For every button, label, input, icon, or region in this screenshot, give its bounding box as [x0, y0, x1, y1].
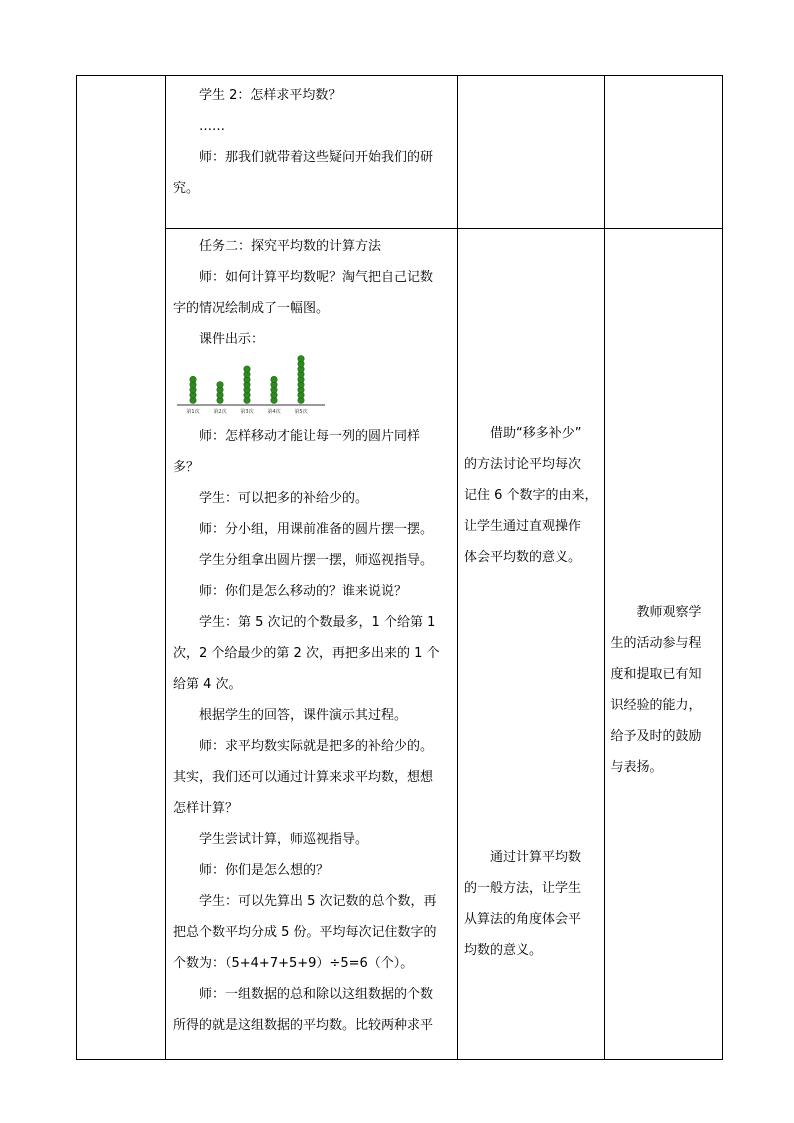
intent-line: 让学生通过直观操作: [464, 519, 582, 534]
text-line: 学生：可以把多的补给少的。: [199, 491, 369, 506]
x-tick-label: 第4次: [267, 409, 281, 415]
evaluation-cell-1: [604, 76, 722, 229]
bead: [271, 376, 277, 382]
text-line: 学生尝试计算，师巡视指导。: [199, 832, 369, 847]
bead-chart: [173, 355, 451, 421]
evaluation-line: 生的活动参与程: [610, 636, 702, 651]
text-line: 个数为：（5+4+7+5+9）÷5=6（个）。: [173, 956, 414, 971]
intent-cell-1: [458, 76, 605, 229]
text-line: 次，2 个给最少的第 2 次，再把多出来的 1 个: [173, 646, 440, 661]
text-line: 师：分小组，用课前准备的圆片摆一摆。: [199, 522, 434, 537]
text-line: 怎样计算？: [173, 801, 239, 816]
bead: [190, 376, 196, 382]
intent-line: 均数的意义。: [464, 943, 543, 958]
intent-line: 从算法的角度体会平: [464, 912, 582, 927]
intent-line: 的方法讨论平均每次: [464, 457, 582, 472]
text-line: 师：一组数据的总和除以这组数据的个数: [199, 987, 434, 1002]
intent-line: 通过计算平均数: [490, 850, 582, 865]
stage-cell: [77, 76, 166, 1060]
evaluation-line: 与表扬。: [610, 760, 663, 775]
intent-line: 的一般方法，让学生: [464, 881, 582, 896]
text-line: 其实，我们还可以通过计算来求平均数，想想: [173, 770, 434, 785]
text-line: 任务二：探究平均数的计算方法: [199, 239, 382, 254]
table-row-1: [77, 76, 723, 229]
text-line: 课件出示：: [199, 332, 265, 347]
text-line: 给第 4 次。: [173, 677, 242, 692]
text-line: 所得的就是这组数据的平均数。比较两种求平: [173, 1018, 434, 1033]
text-line: ……: [199, 119, 225, 134]
intent-line: 体会平均数的意义。: [464, 550, 582, 565]
text-line: 根据学生的回答，课件演示其过程。: [199, 708, 408, 723]
text-line: 学生：可以先算出 5 次记数的总个数，再: [199, 894, 437, 909]
bead: [298, 356, 304, 362]
x-tick-label: 第2次: [213, 409, 227, 415]
text-line: 师：那我们就带着这些疑问开始我们的研: [199, 150, 434, 165]
evaluation-line: 识经验的能力，: [610, 698, 702, 713]
process-cell-1: [166, 76, 458, 229]
text-line: 学生：第 5 次记的个数最多，1 个给第 1: [199, 615, 436, 630]
intent-line: 记住 6 个数字的由来，: [464, 488, 598, 503]
text-line: 师：你们是怎么想的？: [199, 863, 330, 878]
x-tick-label: 第5次: [294, 409, 308, 415]
process-cell-2: [166, 229, 458, 1060]
bead-chart-svg: [173, 355, 353, 421]
intent-cell-2: [458, 229, 605, 1060]
text-line: 师：你们是怎么移动的？谁来说说？: [199, 584, 408, 599]
evaluation-line: 教师观察学: [636, 605, 702, 620]
evaluation-line: 给予及时的鼓励: [610, 729, 702, 744]
text-line: 学生分组拿出圆片摆一摆，师巡视指导。: [199, 553, 434, 568]
x-tick-label: 第1次: [186, 409, 200, 415]
x-tick-label: 第3次: [240, 409, 254, 415]
text-line: 多？: [173, 460, 200, 475]
table-row-2: [77, 229, 723, 1060]
evaluation-line: 度和提取已有知: [610, 667, 702, 682]
evaluation-cell-2: [604, 229, 722, 1060]
bead: [217, 382, 223, 388]
text-line: 字的情况绘制成了一幅图。: [173, 301, 330, 316]
text-line: 师：求平均数实际就是把多的补给少的。: [199, 739, 434, 754]
bead: [244, 366, 250, 372]
text-line: 究。: [173, 181, 200, 196]
text-line: 师：怎样移动才能让每一列的圆片同样: [199, 429, 421, 444]
text-line: 师：如何计算平均数呢？淘气把自己记数: [199, 270, 434, 285]
lesson-table: [76, 75, 723, 1060]
intent-line: 借助“移多补少”: [490, 426, 582, 441]
text-line: 把总个数平均分成 5 份。平均每次记住数字的: [173, 925, 437, 940]
text-line: 学生 2：怎样求平均数？: [199, 88, 342, 103]
